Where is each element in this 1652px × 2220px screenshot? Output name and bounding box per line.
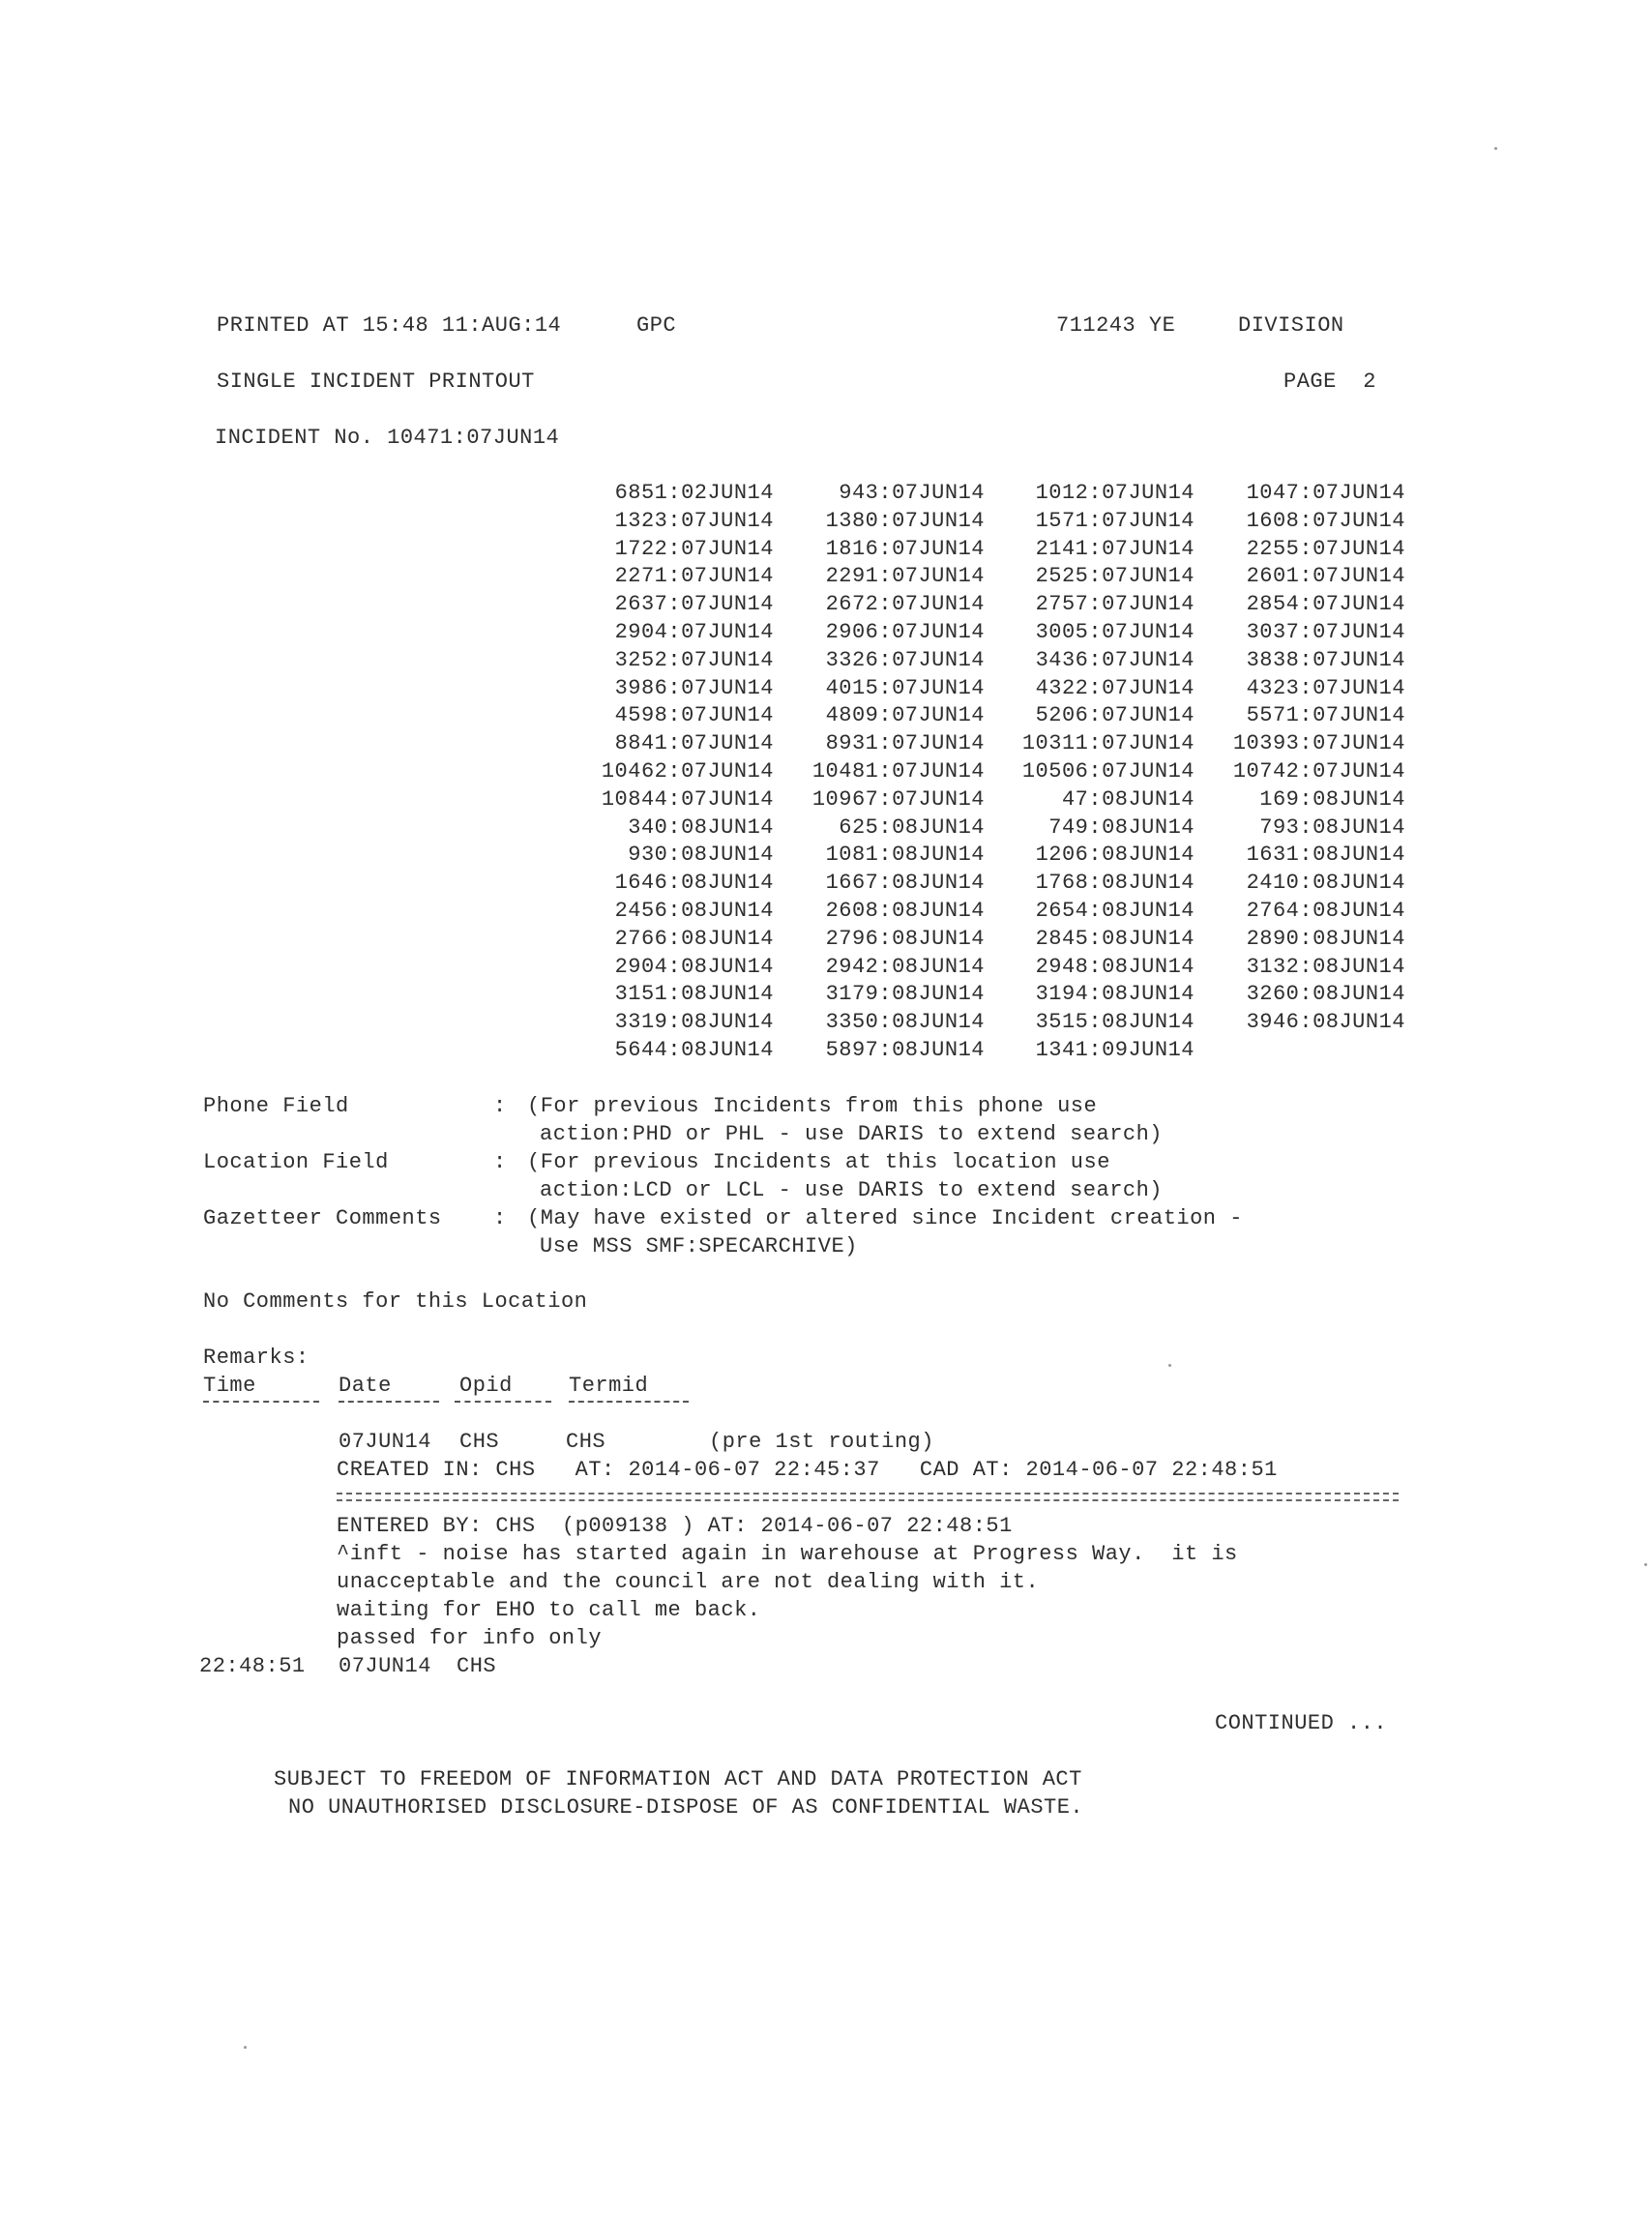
incident-reference: 2757:07JUN14 — [1035, 592, 1195, 617]
incident-reference: 4322:07JUN14 — [1035, 675, 1195, 700]
incident-reference: 2904:07JUN14 — [614, 619, 774, 644]
incident-reference: 1646:08JUN14 — [614, 871, 774, 896]
incident-reference: 6851:02JUN14 — [614, 481, 774, 505]
incident-reference: 1012:07JUN14 — [1035, 481, 1195, 505]
incident-reference: 2672:07JUN14 — [825, 592, 985, 617]
incident-reference: 10393:07JUN14 — [1232, 731, 1405, 756]
incident-reference: 2456:08JUN14 — [614, 898, 774, 923]
incident-reference: 8931:07JUN14 — [825, 731, 985, 756]
phone-field-line1: (For previous Incidents from this phone use — [527, 1094, 1098, 1118]
continued-marker: CONTINUED ... — [1215, 1711, 1388, 1735]
incident-reference: 340:08JUN14 — [628, 814, 774, 840]
remark-last-date: 07JUN14 — [339, 1654, 431, 1678]
incident-reference: 2904:08JUN14 — [614, 954, 774, 979]
printed-at: PRINTED AT 15:48 11:AUG:14 — [217, 313, 562, 338]
remark-text-line1: ^inft - noise has started again in warehouse at Progress Way. it is — [337, 1542, 1238, 1566]
incident-reference: 10844:07JUN14 — [601, 786, 774, 812]
incident-reference: 3946:08JUN14 — [1246, 1010, 1405, 1035]
remark-last-time: 22:48:51 — [199, 1654, 306, 1678]
location-field-colon: : — [493, 1150, 507, 1174]
incident-reference: 3252:07JUN14 — [614, 647, 774, 672]
incident-reference: 2766:08JUN14 — [614, 926, 774, 951]
incident-reference: 5897:08JUN14 — [825, 1037, 985, 1062]
incident-reference: 2608:08JUN14 — [825, 898, 985, 923]
remark-text-line4: passed for info only — [337, 1626, 603, 1650]
incident-reference: 2654:08JUN14 — [1035, 898, 1195, 923]
incident-reference: 1047:07JUN14 — [1246, 481, 1405, 505]
incident-reference: 3319:08JUN14 — [614, 1010, 774, 1035]
incident-reference: 3194:08JUN14 — [1035, 982, 1195, 1007]
incident-reference: 930:08JUN14 — [628, 843, 774, 868]
incident-reference: 8841:07JUN14 — [614, 731, 774, 756]
incident-reference: 1722:07JUN14 — [614, 536, 774, 561]
incident-reference: 4015:07JUN14 — [825, 675, 985, 700]
footer-notice-line2: NO UNAUTHORISED DISCLOSURE-DISPOSE OF AS CONFIDENTIAL WASTE. — [288, 1795, 1084, 1820]
incident-reference: 1608:07JUN14 — [1246, 508, 1405, 533]
incident-reference: 2942:08JUN14 — [825, 954, 985, 979]
incident-reference: 10506:07JUN14 — [1021, 758, 1195, 784]
location-field-label: Location Field — [203, 1150, 389, 1174]
incident-reference: 10462:07JUN14 — [601, 758, 774, 784]
remark-opid: CHS — [459, 1430, 500, 1454]
column-header-termid: Termid — [569, 1374, 649, 1398]
incident-reference: 3260:08JUN14 — [1246, 982, 1405, 1007]
incident-reference: 2906:07JUN14 — [825, 619, 985, 644]
time-underline — [203, 1401, 319, 1403]
incident-reference: 1341:09JUN14 — [1035, 1037, 1195, 1062]
incident-reference: 2796:08JUN14 — [825, 926, 985, 951]
incident-reference: 2410:08JUN14 — [1246, 871, 1405, 896]
incident-reference: 2854:07JUN14 — [1246, 592, 1405, 617]
incident-reference: 1380:07JUN14 — [825, 508, 985, 533]
scan-speck — [244, 2046, 247, 2049]
incident-reference: 5206:07JUN14 — [1035, 703, 1195, 728]
incident-reference: 2845:08JUN14 — [1035, 926, 1195, 951]
separator-line — [337, 1493, 1399, 1501]
remark-text-line3: waiting for EHO to call me back. — [337, 1598, 761, 1622]
gpc-code: GPC — [636, 313, 677, 338]
remark-routing-note: (pre 1st routing) — [709, 1430, 934, 1454]
gazetteer-comments-label: Gazetteer Comments — [203, 1206, 442, 1230]
incident-reference: 4323:07JUN14 — [1246, 675, 1405, 700]
date-underline — [339, 1401, 439, 1403]
incident-reference: 3986:07JUN14 — [614, 675, 774, 700]
remark-last-opid: CHS — [457, 1654, 497, 1678]
scan-speck — [1168, 1364, 1171, 1367]
incident-reference: 169:08JUN14 — [1259, 786, 1405, 812]
incident-reference: 2271:07JUN14 — [614, 564, 774, 589]
incident-reference: 2525:07JUN14 — [1035, 564, 1195, 589]
incident-reference: 2948:08JUN14 — [1035, 954, 1195, 979]
incident-reference: 3179:08JUN14 — [825, 982, 985, 1007]
incident-reference: 1081:08JUN14 — [825, 843, 985, 868]
incident-reference: 10481:07JUN14 — [811, 758, 985, 784]
no-comments-text: No Comments for this Location — [203, 1289, 588, 1314]
incident-reference: 2890:08JUN14 — [1246, 926, 1405, 951]
document-title: SINGLE INCIDENT PRINTOUT — [217, 370, 535, 394]
incident-reference: 10311:07JUN14 — [1021, 731, 1195, 756]
incident-reference: 10742:07JUN14 — [1232, 758, 1405, 784]
incident-reference: 3005:07JUN14 — [1035, 619, 1195, 644]
incident-reference: 3151:08JUN14 — [614, 982, 774, 1007]
incident-reference: 3838:07JUN14 — [1246, 647, 1405, 672]
gazetteer-comments-colon: : — [493, 1206, 507, 1230]
incident-reference: 1816:07JUN14 — [825, 536, 985, 561]
reference-number: 711243 YE — [1056, 313, 1176, 338]
incident-reference: 625:08JUN14 — [839, 814, 985, 840]
incident-reference: 3350:08JUN14 — [825, 1010, 985, 1035]
incident-reference: 2601:07JUN14 — [1246, 564, 1405, 589]
incident-reference: 1323:07JUN14 — [614, 508, 774, 533]
phone-field-line2: action:PHD or PHL - use DARIS to extend search) — [540, 1122, 1164, 1146]
incident-reference: 1631:08JUN14 — [1246, 843, 1405, 868]
incident-reference: 749:08JUN14 — [1048, 814, 1195, 840]
entered-by-line: ENTERED BY: CHS (p009138 ) AT: 2014-06-07 22:48:51 — [337, 1514, 1013, 1538]
scan-speck — [1494, 147, 1497, 150]
incident-reference: 5644:08JUN14 — [614, 1037, 774, 1062]
gazetteer-comments-line1: (May have existed or altered since Incident creation - — [527, 1206, 1243, 1230]
incident-reference: 1667:08JUN14 — [825, 871, 985, 896]
incident-number: INCIDENT No. 10471:07JUN14 — [215, 426, 560, 450]
remark-text-line2: unacceptable and the council are not dealing with it. — [337, 1570, 1040, 1594]
incident-reference: 3326:07JUN14 — [825, 647, 985, 672]
incident-reference: 3037:07JUN14 — [1246, 619, 1405, 644]
incident-reference: 1768:08JUN14 — [1035, 871, 1195, 896]
column-header-date: Date — [339, 1374, 392, 1398]
column-header-opid: Opid — [459, 1374, 513, 1398]
incident-reference: 1571:07JUN14 — [1035, 508, 1195, 533]
incident-reference: 943:07JUN14 — [839, 481, 985, 505]
remark-date: 07JUN14 — [339, 1430, 431, 1454]
incident-reference: 2255:07JUN14 — [1246, 536, 1405, 561]
division-label: DIVISION — [1238, 313, 1344, 338]
incident-reference: 2141:07JUN14 — [1035, 536, 1195, 561]
phone-field-label: Phone Field — [203, 1094, 349, 1118]
incident-reference: 2291:07JUN14 — [825, 564, 985, 589]
location-field-line2: action:LCD or LCL - use DARIS to extend search) — [540, 1178, 1164, 1202]
incident-reference: 47:08JUN14 — [1061, 786, 1195, 812]
incident-reference: 3515:08JUN14 — [1035, 1010, 1195, 1035]
column-header-time: Time — [203, 1374, 256, 1398]
incident-reference: 10967:07JUN14 — [811, 786, 985, 812]
incident-reference: 3132:08JUN14 — [1246, 954, 1405, 979]
incident-reference: 3436:07JUN14 — [1035, 647, 1195, 672]
incident-reference: 4598:07JUN14 — [614, 703, 774, 728]
opid-underline — [455, 1401, 551, 1403]
gazetteer-comments-line2: Use MSS SMF:SPECARCHIVE) — [540, 1234, 858, 1258]
termid-underline — [569, 1401, 689, 1403]
scan-speck — [1644, 1563, 1647, 1566]
incident-reference: 2764:08JUN14 — [1246, 898, 1405, 923]
incident-reference: 4809:07JUN14 — [825, 703, 985, 728]
phone-field-colon: : — [493, 1094, 507, 1118]
page-number: PAGE 2 — [1283, 370, 1376, 394]
incident-reference: 2637:07JUN14 — [614, 592, 774, 617]
created-in-line: CREATED IN: CHS AT: 2014-06-07 22:45:37 CAD AT: 2014-06-07 22:48:51 — [337, 1458, 1278, 1482]
remarks-heading: Remarks: — [203, 1346, 310, 1370]
location-field-line1: (For previous Incidents at this location use — [527, 1150, 1110, 1174]
remark-termid: CHS — [566, 1430, 606, 1454]
footer-notice-line1: SUBJECT TO FREEDOM OF INFORMATION ACT AND DATA PROTECTION ACT — [274, 1767, 1082, 1791]
incident-reference: 5571:07JUN14 — [1246, 703, 1405, 728]
incident-reference: 793:08JUN14 — [1259, 814, 1405, 840]
incident-reference: 1206:08JUN14 — [1035, 843, 1195, 868]
